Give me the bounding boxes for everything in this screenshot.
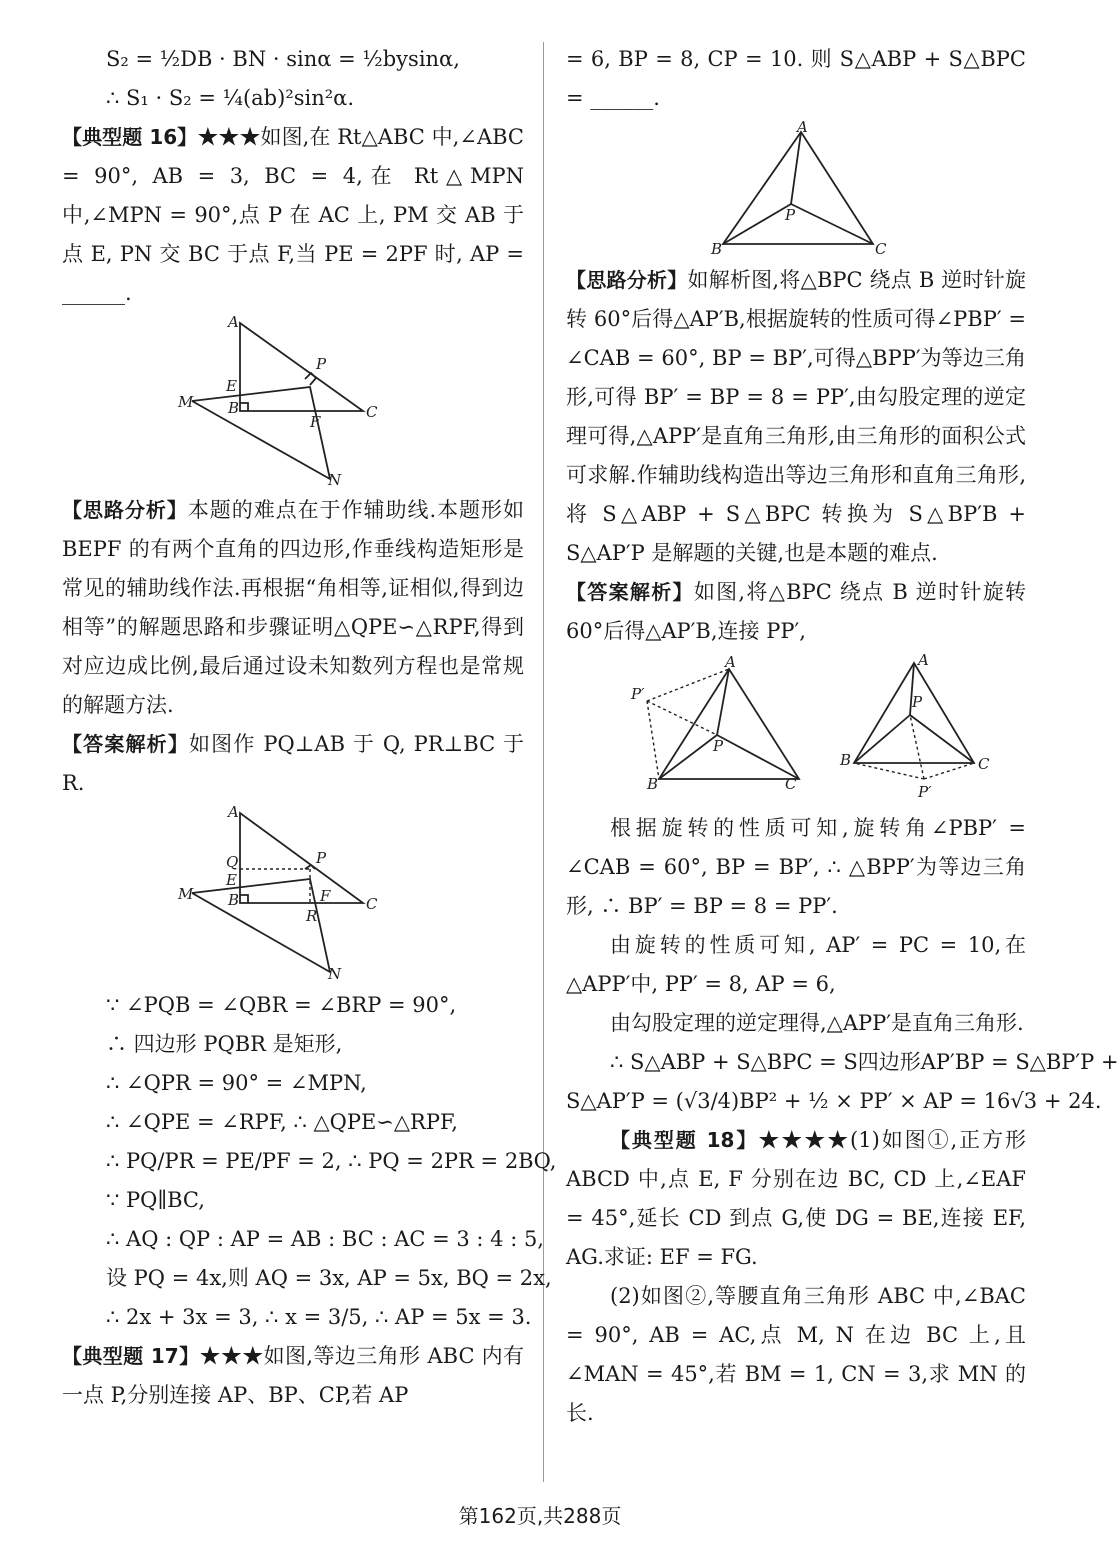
fig1-label-e: E <box>226 377 237 395</box>
segment-cp <box>910 715 974 763</box>
step16-6: ∵ PQ∥BC, <box>106 1188 205 1212</box>
segment-bp <box>723 204 791 244</box>
fig1-label-a: A <box>228 313 239 331</box>
page-footer: 第162页,共288页 <box>458 1504 622 1528</box>
analysis-16 <box>62 491 524 725</box>
question-18-tag: 【典型题 18】 <box>610 1128 759 1152</box>
figure-q17 <box>701 118 891 258</box>
fig3-label-a: A <box>797 118 808 136</box>
segment-cp <box>717 735 799 779</box>
left-column <box>62 40 557 1415</box>
fig1-label-m: M <box>178 393 194 411</box>
step16-3: ∴ ∠QPR = 90° = ∠MPN, <box>106 1071 367 1095</box>
dotted-pp-prime <box>647 701 717 735</box>
question-16-tag: 【典型题 16】 <box>62 125 198 149</box>
fig2-label-e: E <box>226 871 237 889</box>
fig1-label-f: F <box>310 413 321 431</box>
step16-5: ∴ PQ/PR = PE/PF = 2, ∴ PQ = 2PR = 2BQ, <box>106 1149 557 1173</box>
question-17 <box>62 1337 524 1415</box>
question-18 <box>566 1121 1026 1277</box>
fig1-label-b: B <box>228 399 240 417</box>
fig4-label-p: P <box>712 737 723 755</box>
formula17-2: S△AP′P = (√3/4)BP² + ½ × PP′ × AP = 16√3 + 24. <box>566 1089 1102 1113</box>
fig1-label-c: C <box>366 403 378 421</box>
analysis-16-tag: 【思路分析】 <box>62 498 188 522</box>
answer-16-tag: 【答案解析】 <box>62 732 189 756</box>
step17-3: 由勾股定理的逆定理得,△APP′是直角三角形. <box>610 1011 1024 1035</box>
dotted-bp-prime <box>854 763 924 779</box>
step16-8: 设 PQ = 4x,则 AQ = 3x, AP = 5x, BQ = 2x, <box>106 1266 552 1290</box>
triangle-abc <box>240 813 363 903</box>
fig3-label-b: B <box>711 240 723 258</box>
fig4-label-p-prime: P′ <box>630 685 644 703</box>
step16-2: ∴ 四边形 PQBR 是矩形, <box>106 1032 343 1056</box>
figure-q16 <box>178 313 408 489</box>
fig1-label-p: P <box>316 355 327 373</box>
question-16-text: ★★★如图,在 Rt△ABC 中,∠ABC = 90°, AB = 3, BC = 4,在 Rt△MPN 中,∠MPN = 90°,点 P 在 AC 上, PM 交 AB 于点 E, PN 交 BC 于点 F,当 PE = 2PF 时, AP = ______. <box>62 125 524 305</box>
fig2-label-a: A <box>228 803 239 821</box>
fig2-label-q: Q <box>226 853 239 871</box>
answer-17-tag: 【答案解析】 <box>566 580 694 604</box>
question-16 <box>62 118 524 313</box>
fig1-label-n: N <box>328 471 342 489</box>
fig2-label-m: M <box>178 885 194 903</box>
fig5-label-p-prime: P′ <box>917 783 931 801</box>
answer-16 <box>62 725 524 803</box>
segment-bp <box>854 715 910 763</box>
right-angle-p <box>305 373 316 385</box>
fig3-label-p: P <box>785 206 796 224</box>
question-18-text: ★★★★(1)如图①,正方形 ABCD 中,点 E, F 分别在边 BC, CD 上,∠EAF = 45°,延长 CD 到点 G,使 DG = BE,连接 EF, AG.求证: EF = FG. <box>566 1128 1027 1269</box>
fig4-label-c: C <box>784 775 796 793</box>
figure-q17-solution-a <box>589 653 796 795</box>
answer-16-text: 如图作 PQ⊥AB 于 Q, PR⊥BC 于 R. <box>62 732 524 795</box>
question-17-tag: 【典型题 17】 <box>62 1344 200 1368</box>
triangle-mpn <box>192 879 330 972</box>
segment-bp <box>659 735 717 779</box>
fig5-label-p: P <box>911 693 922 711</box>
fig4-label-a: A <box>724 653 736 671</box>
step16-7: ∴ AQ : QP : AP = AB : BC : AC = 3 : 4 : 5, <box>106 1227 544 1251</box>
formula-s2: S₂ = ½DB · BN · sinα = ½bysinα, <box>106 47 460 71</box>
fig5-label-a: A <box>917 651 929 669</box>
step16-9: ∴ 2x + 3x = 3, ∴ x = 3/5, ∴ AP = 5x = 3. <box>106 1305 532 1329</box>
right-angle-b <box>240 403 248 411</box>
step16-4: ∴ ∠QPE = ∠RPF, ∴ △QPE∽△RPF, <box>106 1110 458 1134</box>
dotted-bp-prime <box>647 701 659 779</box>
fig5-label-b: B <box>839 751 851 769</box>
question-17-continued: = 6, BP = 8, CP = 10. 则 S△ABP + S△BPC = ______. <box>566 47 1026 110</box>
fig2-label-p: P <box>316 849 327 867</box>
triangle-mpn <box>192 387 330 479</box>
right-column <box>566 40 1119 1433</box>
fig2-label-b: B <box>228 891 240 909</box>
right-angle-p <box>305 865 315 869</box>
dotted-cp-prime <box>924 763 974 779</box>
fig5-label-c: C <box>977 755 989 773</box>
analysis-17-tag: 【思路分析】 <box>566 268 688 292</box>
question-18-part2: (2)如图②,等腰直角三角形 ABC 中,∠BAC = 90°, AB = AC,点 M, N 在边 BC 上,且∠MAN = 45°,若 BM = 1, CN = 3,求 MN 的长. <box>566 1284 1026 1425</box>
fig2-label-n: N <box>328 965 342 983</box>
fig2-label-c: C <box>366 895 378 913</box>
dotted-ap-prime <box>647 669 729 701</box>
formula17-1: ∴ S△ABP + S△BPC = S四边形AP′BP = S△BP′P + <box>610 1050 1119 1074</box>
question-17-text: ★★★如图,等边三角形 ABC 内有一点 P,分别连接 AP、BP、CP,若 AP <box>62 1344 524 1407</box>
figures-q17-solution <box>566 651 1026 805</box>
analysis-16-text: 本题的难点在于作辅助线.本题形如 BEPF 的有两个直角的四边形,作垂线构造矩形是常见的辅助线作法.再根据“角相等,证相似,得到边相等”的解题思路和步骤证明△QPE∽△RPF,得到对应边成比例,最后通过设未知数列方程也是常规的解题方法. <box>62 498 524 717</box>
fig3-label-c: C <box>875 240 887 258</box>
fig4-label-b: B <box>646 775 658 793</box>
formula-s1s2: ∴ S₁ · S₂ = ¼(ab)²sin²α. <box>106 86 355 110</box>
figure-q17-solution-b <box>834 651 1004 805</box>
analysis-17 <box>566 261 1026 573</box>
step16-1: ∵ ∠PQB = ∠QBR = ∠BRP = 90°, <box>106 993 457 1017</box>
step17-1: 根据旋转的性质可知,旋转角∠PBP′ = ∠CAB = 60°, BP = BP′, ∴ △BPP′为等边三角形, ∴ BP′ = BP = 8 = PP′. <box>566 816 1026 918</box>
right-angle-b <box>240 895 248 903</box>
figure-q16-solution <box>178 803 408 983</box>
answer-17 <box>566 573 1026 651</box>
triangle-abc <box>240 323 363 411</box>
step17-2: 由旋转的性质可知, AP′ = PC = 10,在△APP′中, PP′ = 8, AP = 6, <box>566 933 1026 996</box>
analysis-17-text: 如解析图,将△BPC 绕点 B 逆时针旋转 60°后得△AP′B,根据旋转的性质可得∠PBP′ = ∠CAB = 60°, BP = BP′,可得△BPP′为等边三角形,可得 BP′ = BP = 8 = PP′,由勾股定理的逆定理可得,△APP′是直角三角形,由三角形的面积公式可求解.作辅助线构造出等边三角形和直角三角形,将 S△ABP + S△BPC 转换为 S△BP′B + S△AP′P 是解题的关键,也是本题的难点. <box>566 268 1026 565</box>
fig2-label-f: F <box>320 887 331 905</box>
fig2-label-r: R <box>306 907 318 925</box>
answer-17-text: 如图,将△BPC 绕点 B 逆时针旋转 60°后得△AP′B,连接 PP′, <box>566 580 1026 643</box>
